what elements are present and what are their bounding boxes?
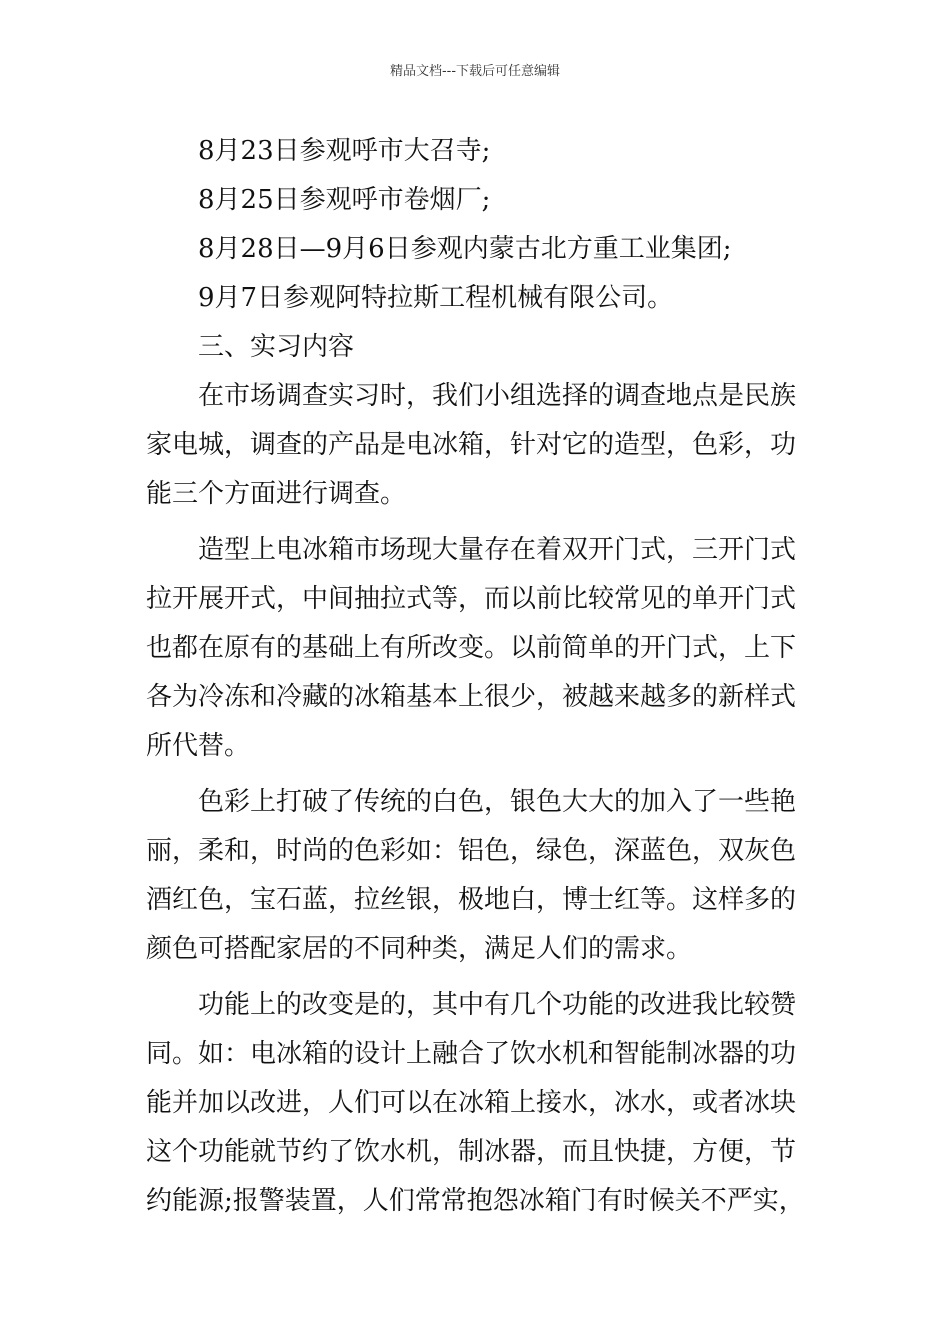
schedule-item: 8月25日参观呼市卷烟厂; <box>198 185 491 215</box>
schedule-item: 9月7日参观阿特拉斯工程机械有限公司。 <box>198 283 674 313</box>
section-heading: 三、实习内容 <box>198 332 355 362</box>
document-body <box>146 127 808 1226</box>
paragraph-line: 能并加以改进，人们可以在冰箱上接水，冰水，或者冰块 <box>146 1088 797 1118</box>
paragraph-line: 颜色可搭配家居的不同种类，满足人们的需求。 <box>146 934 693 964</box>
schedule-item: 8月28日—9月6日参观内蒙古北方重工业集团; <box>198 234 732 264</box>
paragraph <box>146 526 808 771</box>
paragraph-line: 约能源;报警装置，人们常常抱怨冰箱门有时候关不严实， <box>146 1186 805 1216</box>
paragraph-line: 功能上的改变是的，其中有几个功能的改进我比较赞 <box>198 990 797 1020</box>
paragraph <box>146 981 808 1226</box>
paragraph-line: 丽，柔和，时尚的色彩如：铝色，绿色，深蓝色，双灰色 <box>146 836 797 866</box>
paragraph-line: 家电城，调查的产品是电冰箱，针对它的造型，色彩，功 <box>146 430 797 460</box>
paragraph-line: 也都在原有的基础上有所改变。以前简单的开门式，上下 <box>146 633 797 663</box>
schedule-item: 8月23日参观呼市大召寺; <box>198 136 491 166</box>
paragraph-line: 这个功能就节约了饮水机，制冰器，而且快捷，方便，节 <box>146 1137 797 1167</box>
paragraph-line: 同。如：电冰箱的设计上融合了饮水机和智能制冰器的功 <box>146 1039 797 1069</box>
paragraph-line: 造型上电冰箱市场现大量存在着双开门式，三开门式 <box>198 535 797 565</box>
paragraph <box>146 778 808 974</box>
paragraph-line: 所代替。 <box>146 731 251 761</box>
paragraph-line: 色彩上打破了传统的白色，银色大大的加入了一些艳 <box>198 787 797 817</box>
paragraph-line: 能三个方面进行调查。 <box>146 479 407 509</box>
page-header: 精品文档---下载后可任意编辑 <box>389 64 561 79</box>
paragraph-line: 酒红色，宝石蓝，拉丝银，极地白，博士红等。这样多的 <box>146 885 797 915</box>
paragraph-line: 在市场调查实习时，我们小组选择的调查地点是民族 <box>198 381 797 411</box>
paragraph <box>146 372 808 519</box>
paragraph-line: 拉开展开式，中间抽拉式等，而以前比较常见的单开门式 <box>146 584 797 614</box>
paragraph-line: 各为冷冻和冷藏的冰箱基本上很少，被越来越多的新样式 <box>146 682 797 712</box>
